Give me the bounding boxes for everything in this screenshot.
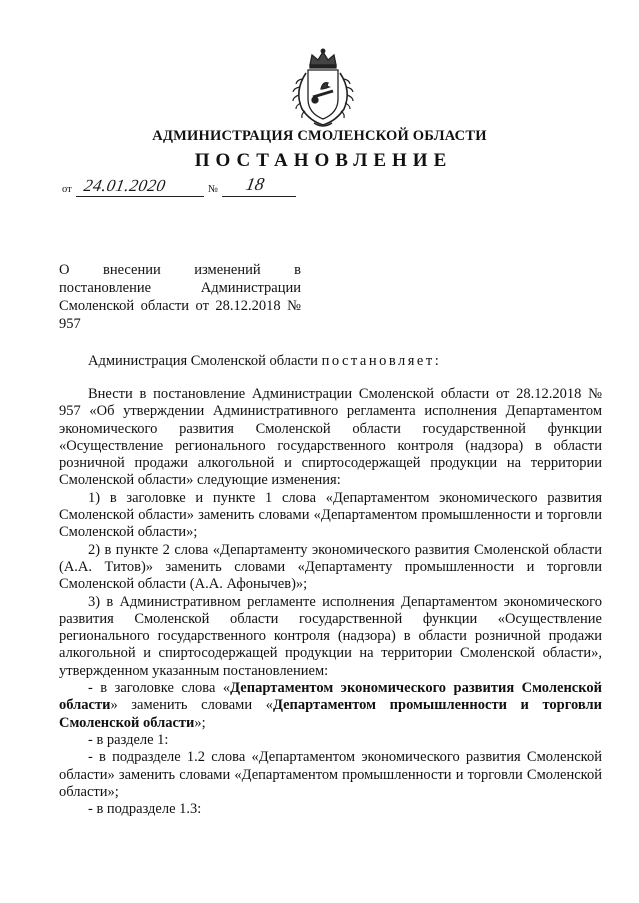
intro-lead: Администрация Смоленской области — [88, 353, 322, 369]
paragraph-2: 1) в заголовке и пункте 1 слова «Департаментом экономического развития Смоленской области» заменить словами «Департаментом промышленности и торговли Смоленской области»; — [59, 489, 602, 541]
intro-line — [88, 352, 439, 370]
smolensk-coat-of-arms-icon — [288, 47, 358, 129]
document-date: 24.01.2020 — [82, 176, 168, 195]
organization-name: АДМИНИСТРАЦИЯ СМОЛЕНСКОЙ ОБЛАСТИ — [152, 128, 487, 144]
paragraph-1: Внести в постановление Администрации Смоленской области от 28.12.2018 № 957 «Об утверждении Административного регламента исполнения Департаментом экономического развития Смоленской области государственной функции «Осуществление регионального государственного контроля (надзора) в области розничной продажи алкогольной и спиртосодержащей продукции на территории Смоленской области» следующие изменения: — [59, 386, 602, 489]
paragraph-7: - в подразделе 1.2 слова «Департаментом экономического развития Смоленской области» заменить словами «Департаментом промышленности и торговли Смоленской области»; — [59, 749, 602, 800]
intro-verb: постановляет — [321, 353, 435, 369]
paragraph-5-part-a: - в заголовке слова « — [88, 680, 231, 697]
paragraph-3: 2) в пункте 2 слова «Департаменту экономического развития Смоленской области (А.А. Титов)» заменить словами «Департаменту промышленности и торговли Смоленской области (А.А. Афонычев)»; — [59, 541, 602, 593]
document-subject: О внесении изменений в постановление Администрации Смоленской области от 28.12.2018 № 957 — [59, 262, 301, 332]
paragraph-5-part-c: » заменить словами « — [110, 697, 273, 714]
document-body — [59, 386, 602, 818]
document-number: 18 — [244, 174, 266, 194]
paragraph-5-bold-new-name: Департаментом промышленности и торговли Смоленской области — [59, 697, 602, 731]
number-label: № — [208, 184, 219, 195]
paragraph-6: - в разделе 1: — [88, 731, 169, 748]
date-underline — [76, 196, 204, 197]
paragraph-5 — [59, 680, 602, 732]
paragraph-4: 3) в Административном регламенте исполнения Департаментом экономического развития Смоленской области государственной функции «Осуществление регионального государственного контроля (надзора) в области розничной продажи алкогольной и спиртосодержащей продукции на территории Смоленской области», утвержденном указанным постановлением: — [59, 593, 602, 679]
paragraph-8: - в подразделе 1.3: — [88, 801, 202, 818]
date-number-line — [62, 176, 302, 202]
number-underline — [222, 196, 296, 197]
paragraph-5-bold-old-name: Департаментом экономического развития Смоленской области — [59, 680, 602, 714]
paragraph-5-part-e: »; — [194, 714, 206, 731]
from-label: от — [62, 184, 72, 195]
intro-colon: : — [434, 353, 439, 369]
document-title: ПОСТАНОВЛЕНИЕ — [194, 150, 453, 171]
